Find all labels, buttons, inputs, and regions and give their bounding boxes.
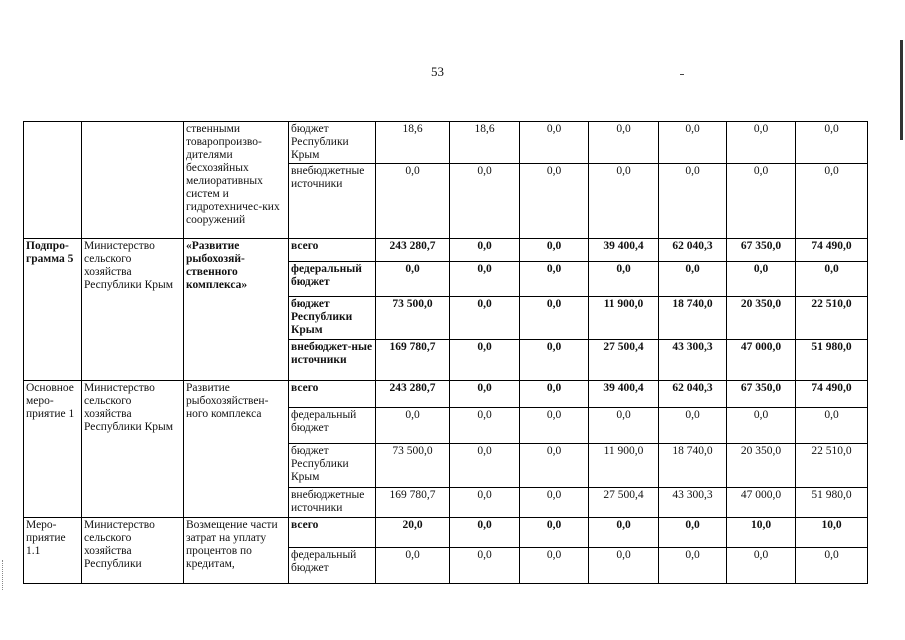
value-cell: 0,0 — [450, 164, 520, 239]
value-cell: 73 500,0 — [376, 297, 450, 340]
value-cell: 11 900,0 — [589, 297, 659, 340]
value-cell: 0,0 — [520, 548, 589, 584]
value-cell: 67 350,0 — [727, 381, 796, 408]
scan-artifact-dot — [680, 74, 684, 75]
value-cell: 0,0 — [589, 548, 659, 584]
value-cell: 20,0 — [376, 518, 450, 548]
value-cell: 11 900,0 — [589, 444, 659, 488]
value-cell: 0,0 — [796, 164, 868, 239]
value-cell: 74 490,0 — [796, 239, 868, 262]
funding-source-cell: внебюджет-ные источники — [289, 340, 376, 381]
funding-source-cell: внебюджетные источники — [289, 488, 376, 518]
value-cell: 18,6 — [376, 122, 450, 164]
executor-cell: Министерство сельского хозяйства Республики Крым — [82, 381, 184, 518]
value-cell: 0,0 — [520, 239, 589, 262]
value-cell: 243 280,7 — [376, 381, 450, 408]
funding-source-cell: бюджет Республики Крым — [289, 122, 376, 164]
table-row — [24, 239, 868, 262]
value-cell: 0,0 — [520, 444, 589, 488]
program-name-cell: Возмещение части затрат на уплату процентов по кредитам, — [184, 518, 289, 584]
value-cell: 0,0 — [727, 408, 796, 444]
executor-cell: Министерство сельского хозяйства Республики — [82, 518, 184, 584]
value-cell: 27 500,4 — [589, 488, 659, 518]
budget-table — [23, 121, 868, 584]
value-cell: 0,0 — [589, 262, 659, 297]
value-cell: 0,0 — [520, 262, 589, 297]
value-cell: 20 350,0 — [727, 297, 796, 340]
value-cell: 0,0 — [450, 444, 520, 488]
funding-source-cell: федеральный бюджет — [289, 408, 376, 444]
value-cell: 0,0 — [520, 164, 589, 239]
value-cell: 18,6 — [450, 122, 520, 164]
value-cell: 18 740,0 — [659, 444, 727, 488]
executor-cell: Министерство сельского хозяйства Республики Крым — [82, 239, 184, 381]
value-cell: 74 490,0 — [796, 381, 868, 408]
value-cell: 43 300,3 — [659, 488, 727, 518]
program-name-cell: «Развитие рыбохозяй-ственного комплекса» — [184, 239, 289, 381]
funding-source-cell: всего — [289, 239, 376, 262]
value-cell: 39 400,4 — [589, 239, 659, 262]
value-cell: 0,0 — [450, 340, 520, 381]
value-cell: 0,0 — [376, 262, 450, 297]
value-cell: 0,0 — [376, 548, 450, 584]
value-cell: 169 780,7 — [376, 340, 450, 381]
value-cell: 0,0 — [659, 408, 727, 444]
value-cell: 0,0 — [727, 262, 796, 297]
value-cell: 67 350,0 — [727, 239, 796, 262]
value-cell: 62 040,3 — [659, 239, 727, 262]
value-cell: 0,0 — [376, 408, 450, 444]
program-code-cell — [24, 122, 82, 239]
value-cell: 0,0 — [659, 548, 727, 584]
value-cell: 0,0 — [520, 488, 589, 518]
value-cell: 10,0 — [796, 518, 868, 548]
value-cell: 0,0 — [659, 262, 727, 297]
value-cell: 0,0 — [520, 381, 589, 408]
value-cell: 22 510,0 — [796, 297, 868, 340]
value-cell: 0,0 — [520, 408, 589, 444]
value-cell: 0,0 — [450, 408, 520, 444]
value-cell: 51 980,0 — [796, 488, 868, 518]
value-cell: 0,0 — [450, 488, 520, 518]
value-cell: 0,0 — [589, 408, 659, 444]
scan-artifact-mark — [2, 560, 5, 590]
value-cell: 0,0 — [727, 122, 796, 164]
value-cell: 47 000,0 — [727, 488, 796, 518]
value-cell: 73 500,0 — [376, 444, 450, 488]
value-cell: 0,0 — [450, 548, 520, 584]
value-cell: 169 780,7 — [376, 488, 450, 518]
funding-source-cell: бюджет Республики Крым — [289, 297, 376, 340]
value-cell: 0,0 — [796, 548, 868, 584]
table-row — [24, 122, 868, 164]
table-row — [24, 518, 868, 548]
value-cell: 51 980,0 — [796, 340, 868, 381]
program-code-cell: Меро-приятие 1.1 — [24, 518, 82, 584]
value-cell: 0,0 — [659, 164, 727, 239]
value-cell: 0,0 — [589, 164, 659, 239]
program-code-cell: Подпро-грамма 5 — [24, 239, 82, 381]
funding-source-cell: всего — [289, 518, 376, 548]
value-cell: 0,0 — [727, 548, 796, 584]
value-cell: 0,0 — [450, 239, 520, 262]
scan-artifact-edge — [900, 40, 903, 140]
value-cell: 0,0 — [659, 122, 727, 164]
program-name-cell: Развитие рыбохозяйствен-ного комплекса — [184, 381, 289, 518]
funding-source-cell: бюджет Республики Крым — [289, 444, 376, 488]
program-code-cell: Основное меро-приятие 1 — [24, 381, 82, 518]
value-cell: 10,0 — [727, 518, 796, 548]
value-cell: 0,0 — [520, 297, 589, 340]
table-row — [24, 381, 868, 408]
funding-source-cell: внебюджетные источники — [289, 164, 376, 239]
value-cell: 0,0 — [450, 381, 520, 408]
value-cell: 0,0 — [450, 262, 520, 297]
value-cell: 47 000,0 — [727, 340, 796, 381]
value-cell: 0,0 — [659, 518, 727, 548]
value-cell: 20 350,0 — [727, 444, 796, 488]
funding-source-cell: всего — [289, 381, 376, 408]
value-cell: 22 510,0 — [796, 444, 868, 488]
value-cell: 0,0 — [450, 297, 520, 340]
funding-source-cell: федеральный бюджет — [289, 548, 376, 584]
program-name-cell: ственными товаропроизво-дителями бесхозяйных мелиоративных систем и гидротехничес-ких сооружений — [184, 122, 289, 239]
value-cell: 0,0 — [520, 122, 589, 164]
value-cell: 27 500,4 — [589, 340, 659, 381]
page-number: 53 — [431, 64, 444, 79]
value-cell: 0,0 — [520, 340, 589, 381]
funding-source-cell: федеральный бюджет — [289, 262, 376, 297]
value-cell: 0,0 — [796, 262, 868, 297]
value-cell: 243 280,7 — [376, 239, 450, 262]
value-cell: 0,0 — [727, 164, 796, 239]
value-cell: 0,0 — [520, 518, 589, 548]
executor-cell — [82, 122, 184, 239]
value-cell: 0,0 — [450, 518, 520, 548]
value-cell: 18 740,0 — [659, 297, 727, 340]
value-cell: 0,0 — [796, 408, 868, 444]
value-cell: 39 400,4 — [589, 381, 659, 408]
value-cell: 0,0 — [589, 122, 659, 164]
value-cell: 0,0 — [589, 518, 659, 548]
value-cell: 62 040,3 — [659, 381, 727, 408]
value-cell: 43 300,3 — [659, 340, 727, 381]
value-cell: 0,0 — [796, 122, 868, 164]
value-cell: 0,0 — [376, 164, 450, 239]
